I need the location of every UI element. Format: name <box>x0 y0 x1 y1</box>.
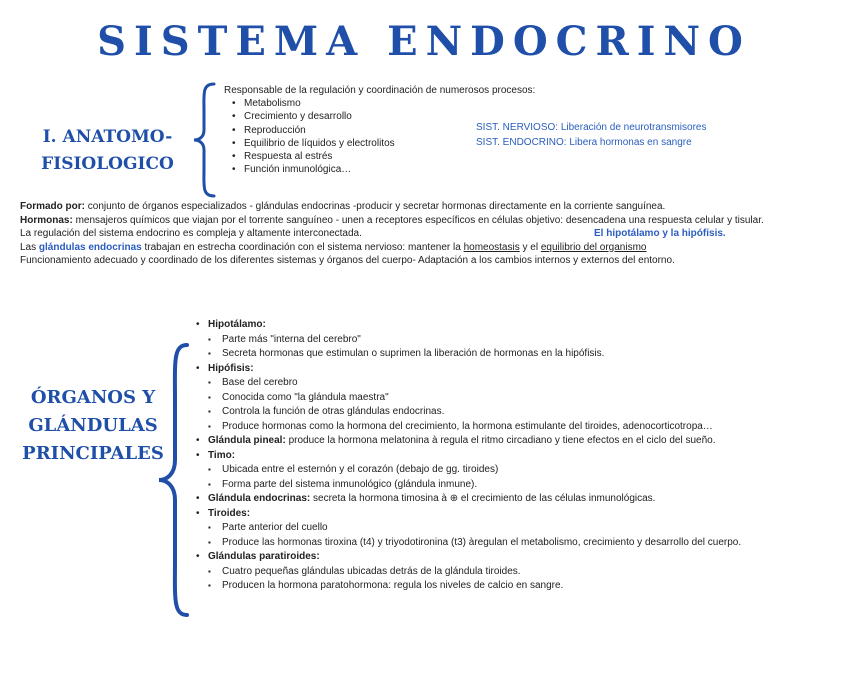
heading-line: I. ANATOMO- <box>42 127 173 147</box>
sub-list <box>194 565 794 594</box>
sub-item: ▪ Forma parte del sistema inmunológico (glándula inmune). <box>194 478 794 493</box>
list-item <box>194 507 794 551</box>
heading-line: PRINCIPALES <box>22 443 164 464</box>
regulacion-text: La regulación del sistema endocrino es compleja y altamente interconectada. <box>20 228 362 239</box>
curly-brace-icon <box>192 82 218 198</box>
hormonas-label: Hormonas: <box>20 214 73 226</box>
list-item: • Respuesta al estrés <box>228 150 488 163</box>
item-label: Hipófisis: <box>208 362 254 374</box>
sub-item: ▪ Parte más "interna del cerebro" <box>194 333 794 348</box>
sub-item: ▪ Controla la función de otras glándulas endocrinas. <box>194 405 794 420</box>
sub-item: ▪ Base del cerebro <box>194 376 794 391</box>
sub-item: ▪ Ubicada entre el esternón y el corazón (debajo de gg. tiroides) <box>194 463 794 478</box>
glandulas-paragraph <box>20 241 782 255</box>
list-item: • Equilibrio de líquidos y electrolitos <box>228 137 488 150</box>
hormonas-paragraph <box>20 214 782 228</box>
sub-item: ▪ Produce hormonas como la hormona del crecimiento, la hormona estimulante del tiroides, adenocorticotropa… <box>194 420 794 435</box>
sub-list <box>194 521 794 550</box>
list-item <box>194 492 794 507</box>
item-label: Timo: <box>208 449 236 461</box>
hipotalamo-note: El hipotálamo y la hipófisis. <box>594 228 726 239</box>
heading-line: ÓRGANOS Y <box>30 387 156 408</box>
heading-line: FISIOLOGICO <box>41 154 174 174</box>
las-text: Las <box>20 241 39 253</box>
process-list <box>228 97 488 177</box>
funcionamiento-paragraph: Funcionamiento adecuado y coordinado de los diferentes sistemas y órganos del cuerpo- Adaptación a los cambios internos y externos del entorno. <box>20 255 675 266</box>
section-heading-anatomo <box>20 124 195 178</box>
regulacion-paragraph <box>20 227 782 241</box>
list-item <box>194 362 794 435</box>
list-item <box>194 449 794 493</box>
note-nervioso: SIST. NERVIOSO: Liberación de neurotransmisores <box>476 122 707 133</box>
list-item: • Función inmunológica… <box>228 163 488 176</box>
curly-brace-icon <box>155 342 191 618</box>
glandulas-link: glándulas endocrinas <box>38 241 142 253</box>
sub-list <box>194 333 794 362</box>
item-text: produce la hormona melatonina à regula el ritmo circadiano y tiene efectos en el ciclo del sueño. <box>285 435 716 446</box>
page-title: SISTEMA ENDOCRINO <box>97 18 751 65</box>
formado-paragraph <box>20 200 782 214</box>
list-item <box>194 550 794 594</box>
section-heading-organos <box>18 384 168 468</box>
list-item: • Reproducción <box>228 124 488 137</box>
item-label: Glándulas paratiroides: <box>208 551 320 562</box>
formado-text: conjunto de órganos especializados - glándulas endocrinas -producir y secretar hormonas directamente en la corriente sanguínea. <box>85 201 666 212</box>
homeostasis-link: homeostasis <box>463 241 520 253</box>
trabajan-text: trabajan en estrecha coordinación con el sistema nervioso: mantener la <box>141 241 464 253</box>
heading-line: GLÁNDULAS <box>28 415 158 436</box>
item-label: Glándula pineal: <box>208 435 286 446</box>
formado-label: Formado por: <box>20 201 85 212</box>
sub-item: ▪ Conocida como "la glándula maestra" <box>194 391 794 406</box>
side-notes <box>476 120 776 150</box>
item-label: Tiroides: <box>208 507 251 519</box>
item-label: Glándula endocrinas: <box>208 493 311 504</box>
list-item: • Crecimiento y desarrollo <box>228 110 488 123</box>
equilibrio-link: equilibrio del organismo <box>540 241 647 253</box>
item-label: Hipotálamo: <box>208 319 266 330</box>
list-item <box>194 434 794 449</box>
list-item: • Metabolismo <box>228 97 488 110</box>
sub-item: ▪ Secreta hormonas que estimulan o suprimen la liberación de hormonas en la hipófisis. <box>194 347 794 362</box>
hormonas-text: mensajeros químicos que viajan por el torrente sanguíneo - unen a receptores específicos en células objetivo: desencadena una respuesta celular y tisular. <box>72 214 764 226</box>
sub-item: ▪ Produce las hormonas tiroxina (t4) y triyodotironina (t3) àregulan el metabolismo, crecimiento y desarrollo del cuerpo. <box>194 536 794 551</box>
note-endocrino: SIST. ENDOCRINO: Libera hormonas en sangre <box>476 137 692 148</box>
sub-item: ▪ Parte anterior del cuello <box>194 521 794 536</box>
sub-item: ▪ Producen la hormona paratohormona: regula los niveles de calcio en sangre. <box>194 579 794 594</box>
sub-item: ▪ Cuatro pequeñas glándulas ubicadas detrás de la glándula tiroides. <box>194 565 794 580</box>
organ-list <box>194 318 794 594</box>
list-item <box>194 318 794 362</box>
sub-list <box>194 376 794 434</box>
intro-text: Responsable de la regulación y coordinación de numerosos procesos: <box>224 85 536 96</box>
body-text <box>20 200 782 268</box>
y-el-text: y el <box>519 241 541 253</box>
item-text: secreta la hormona timosina à ⊕ el crecimiento de las células inmunológicas. <box>310 493 656 504</box>
sub-list <box>194 463 794 492</box>
